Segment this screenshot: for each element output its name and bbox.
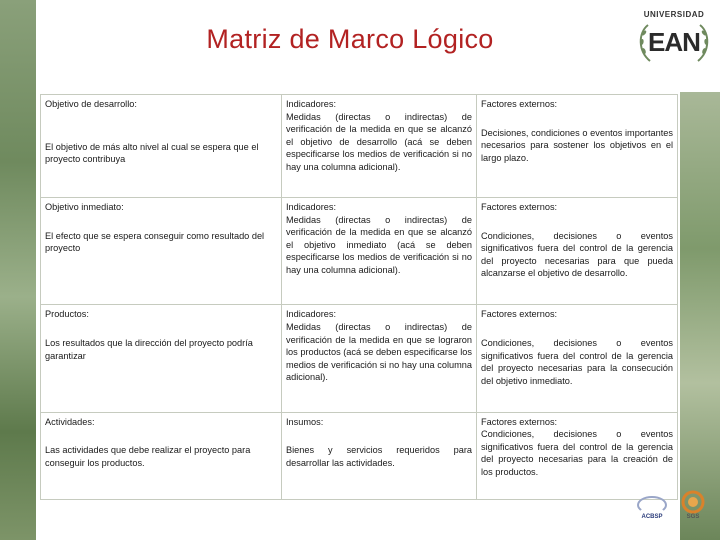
right-decorative-strip xyxy=(680,92,720,540)
cell-external-factors xyxy=(477,412,678,499)
matrix-row-development-objective xyxy=(41,95,678,198)
cell-heading: Factores externos: xyxy=(481,416,558,427)
cell-body: Las actividades que debe realizar el proyecto para conseguir los productos. xyxy=(45,445,251,468)
cell-body: El efecto que se espera conseguir como resultado del proyecto xyxy=(45,230,265,254)
matrix-row-products xyxy=(41,305,678,412)
cell-indicators xyxy=(282,95,477,198)
cell-body: Decisiones, condiciones o eventos importantes necesarios para sostener los objetivos en el largo plazo. xyxy=(481,127,673,163)
cell-heading: Objetivo inmediato: xyxy=(45,202,124,213)
matrix-row-immediate-objective xyxy=(41,198,678,305)
acbsp-label: ACBSP xyxy=(641,514,663,520)
university-logo xyxy=(636,10,712,72)
logo-emblem xyxy=(636,19,712,65)
logo-main-text: EAN xyxy=(648,27,700,57)
cell-heading: Indicadores: xyxy=(286,202,337,213)
cell-external-factors xyxy=(477,305,678,412)
cell-heading: Objetivo de desarrollo: xyxy=(45,99,137,109)
cell-objective xyxy=(41,412,282,499)
cell-heading: Actividades: xyxy=(45,416,95,427)
cell-heading: Factores externos: xyxy=(481,202,558,213)
page-title: Matriz de Marco Lógico xyxy=(206,24,494,54)
cell-external-factors xyxy=(477,198,678,305)
cell-body: Condiciones, decisiones o eventos significativos fuera del control de la gerencia del proyecto necesarias para la consecución del objetivo inmediato. xyxy=(481,337,673,386)
cell-body: Condiciones, decisiones o eventos significativos fuera del control de la gerencia del proyecto necesarias para la creación de los productos. xyxy=(481,429,673,478)
cell-heading: Insumos: xyxy=(286,416,324,427)
cell-heading: Productos: xyxy=(45,309,89,320)
cell-body: Condiciones, decisiones o eventos significativos fuera del control de la gerencia del proyecto necesarias para que pueda alcanzarse el objetivo de desarrollo. xyxy=(481,230,673,279)
sgs-logo xyxy=(678,490,708,524)
cell-body: Medidas (directas o indirectas) de verificación de la medida en que se alcanzó el objetivo inmediato (acá se deben especificarse los medios de verificación si no hay una columna adicional). xyxy=(286,214,472,276)
cell-body: Bienes y servicios requeridos para desarrollar las actividades. xyxy=(286,445,472,468)
cell-body: Medidas (directas o indirectas) de verificación de la medida en que se alcanzó el objetivo de desarrollo (acá se deben especificarse los medios de verificación si no hay una columna adicional). xyxy=(286,111,472,172)
acbsp-ring-icon xyxy=(637,496,667,514)
cell-objective xyxy=(41,198,282,305)
cell-indicators xyxy=(282,198,477,305)
logo-top-text: UNIVERSIDAD xyxy=(643,10,705,19)
sgs-label: SGS xyxy=(686,514,700,520)
cell-body: El objetivo de más alto nivel al cual se espera que el proyecto contribuya xyxy=(45,141,259,165)
cell-inputs xyxy=(282,412,477,499)
matrix-row-activities xyxy=(41,412,678,499)
cell-objective xyxy=(41,305,282,412)
cell-body: Los resultados que la dirección del proyecto podría garantizar xyxy=(45,337,253,361)
cell-external-factors xyxy=(477,95,678,198)
cell-heading: Factores externos: xyxy=(481,309,558,320)
left-decorative-strip xyxy=(0,0,36,540)
logical-framework-matrix xyxy=(40,94,678,500)
sgs-seal-icon xyxy=(681,490,705,514)
cell-heading: Factores externos: xyxy=(481,99,558,109)
cell-indicators xyxy=(282,305,477,412)
cell-heading: Indicadores: xyxy=(286,309,337,320)
cell-objective xyxy=(41,95,282,198)
cell-heading: Indicadores: xyxy=(286,99,337,109)
acbsp-logo xyxy=(632,496,672,524)
cell-body: Medidas (directas o indirectas) de verificación de la medida en que se lograron los productos (acá se deben especificarse los medios de verificación si no hay una columna adicional). xyxy=(286,321,472,383)
